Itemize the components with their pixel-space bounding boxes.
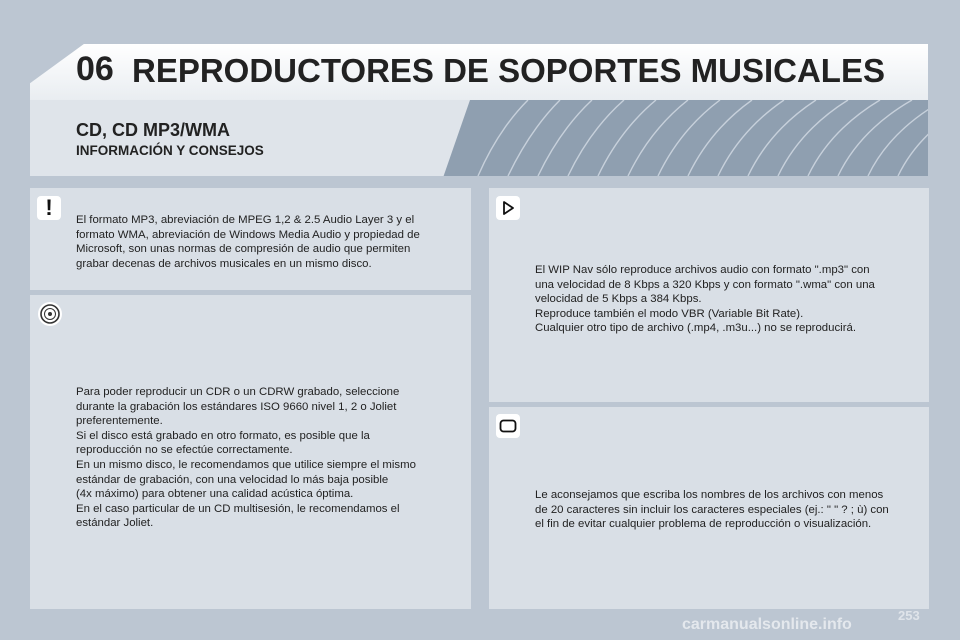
wip-nav-text: El WIP Nav sólo reproduce archivos audio con formato ".mp3" con una velocidad de 8 Kbps a 320 Kbps y con formato ".wma" con una velocidad de 5 Kbps a 384 Kbps. Reproduce también el modo VBR (Variable Bit Rate). Cualquier otro tipo de archivo (.mp4, .m3u...) no se reproducirá. xyxy=(535,264,875,335)
watermark: carmanualsonline.info xyxy=(682,616,852,633)
warning-glyph: ! xyxy=(45,195,53,220)
disc-icon-graphic xyxy=(39,303,61,325)
filenames-text: Le aconsejamos que escriba los nombres de los archivos con menos de 20 caracteres sin incluir los caracteres especiales (ej.: " " ? ; ù) con el fin de evitar cualquier problema de reproducción o visualización. xyxy=(535,489,889,531)
chapter-number: 06 xyxy=(76,50,114,88)
mp3-info-text: El formato MP3, abreviación de MPEG 1,2 & 2.5 Audio Layer 3 y el formato WMA, abreviación de Windows Media Audio y propiedad de Microsoft, son unas normas de compresión de audio que permiten grabar decenas de archivos musicales en un mismo disco. xyxy=(76,214,420,270)
stripe-pattern xyxy=(468,100,928,176)
play-icon-graphic xyxy=(500,200,516,216)
speech-bubble-icon xyxy=(496,414,520,438)
exclamation-icon xyxy=(37,196,61,220)
cdr-advice-text: Para poder reproducir un CDR o un CDRW grabado, seleccione durante la grabación los estándares ISO 9660 nivel 1, 2 o Joliet preferentemente. Si el disco está grabado en otro formato, es posible que la reproducción no se efectúe correctamente. En un mismo disco, le recomendamos que utilice siempre el mismo estándar de grabación, con una velocidad lo más baja posible (4x máximo) para obtener una calidad acústica óptima. En el caso particular de un CD multisesión, le recomendamos el estándar Joliet. xyxy=(76,386,416,530)
speech-bubble-graphic xyxy=(499,419,517,433)
section-title: CD, CD MP3/WMA xyxy=(76,120,230,140)
page-number: 253 xyxy=(898,608,920,623)
disc-icon xyxy=(38,302,62,326)
section-subtitle: INFORMACIÓN Y CONSEJOS xyxy=(76,143,264,158)
play-icon xyxy=(496,196,520,220)
page-title: REPRODUCTORES DE SOPORTES MUSICALES xyxy=(132,52,885,89)
